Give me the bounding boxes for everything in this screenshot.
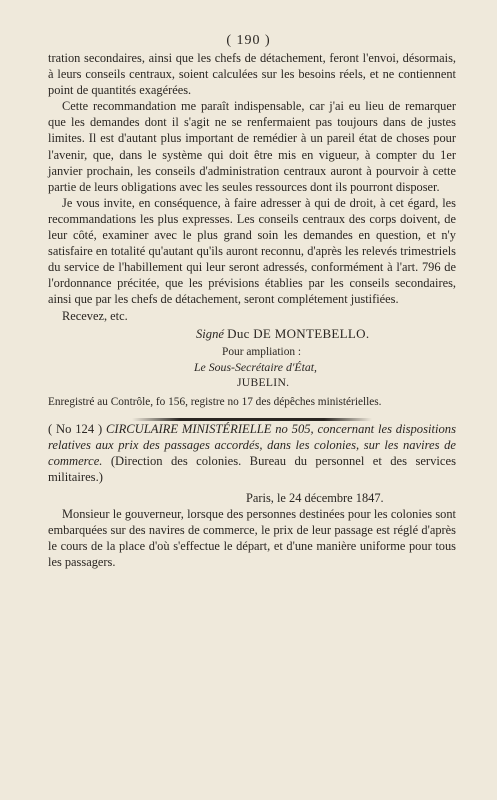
circular-date: Paris, le 24 décembre 1847.: [246, 490, 384, 505]
page-number: ( 190 ): [226, 33, 271, 48]
page-body: [48, 50, 456, 570]
paragraph-recommandation: Cette recommandation me paraît indispensable, car j'ai eu lieu de remarquer que les demandes dont il s'agit ne se renfermaient pas toujours dans de justes limites. Il est d'autant plus important de remédier à un pareil état de choses pour l'avenir, que, dans le système qui doit être mis en vigueur, à compter du 1er janvier prochain, les conseils d'administration centraux auront à pourvoir à cette partie de leurs obligations avec les seules ressources dont ils pourront disposer.: [48, 99, 456, 194]
signatory-name: Duc DE MONTEBELLO.: [227, 325, 370, 341]
ampliation-label: Pour ampliation :: [222, 345, 302, 358]
circular-title: CIRCULAIRE MINISTÉRIELLE no 505, concernant les dispositions relatives aux prix des passages accordés, dans les colonies, sur les navires de commerce.: [48, 421, 456, 469]
paragraph-gouverneur: Monsieur le gouverneur, lorsque des personnes destinées pour les colonies sont embarquées sur des navires de commerce, le prix de leur passage est réglé d'après le cours de la place d'où s'effectue le départ, et d'une manière uniforme pour tous les passagers.: [48, 506, 456, 570]
registration-note: Enregistré au Contrôle, fo 156, registre no 17 des dépêches ministérielles.: [48, 395, 382, 408]
signe-label: Signé: [196, 326, 224, 341]
sous-secretaire-title: Le Sous-Secrétaire d'État,: [194, 359, 317, 374]
closing-recevez: Recevez, etc.: [62, 308, 128, 323]
paragraph-invitation: Je vous invite, en conséquence, à faire adresser à qui de droit, à cet égard, les recommandations les plus expresses. Les conseils centraux des corps doivent, de leur côté, examiner avec le plus grand soin les demandes en question, et n'y satisfaire en totalité qu'autant qu'ils auront reconnu, d'après les relevés trimestriels du service de l'habillement qui leur seront adressés, conformément à l'art. 796 de l'ordonnance précitée, que les prévisions établies par les conseils secondaires, ainsi que par les chefs de détachement, seront complétement justifiées.: [48, 195, 456, 307]
signature-line: [48, 325, 456, 343]
circular-direction: (Direction des colonies. Bureau du personnel et des services militaires.): [48, 454, 457, 485]
circular-number: ( No 124 ): [48, 421, 103, 436]
jubelin-name: JUBELIN.: [237, 375, 290, 389]
paragraph-continuation: tration secondaires, ainsi que les chefs de détachement, feront l'envoi, désormais, à leurs conseils centraux, soient calculées sur les besoins réels, et ne contiennent point de quantités exagérées.: [48, 51, 456, 98]
circular-heading: [48, 421, 456, 486]
